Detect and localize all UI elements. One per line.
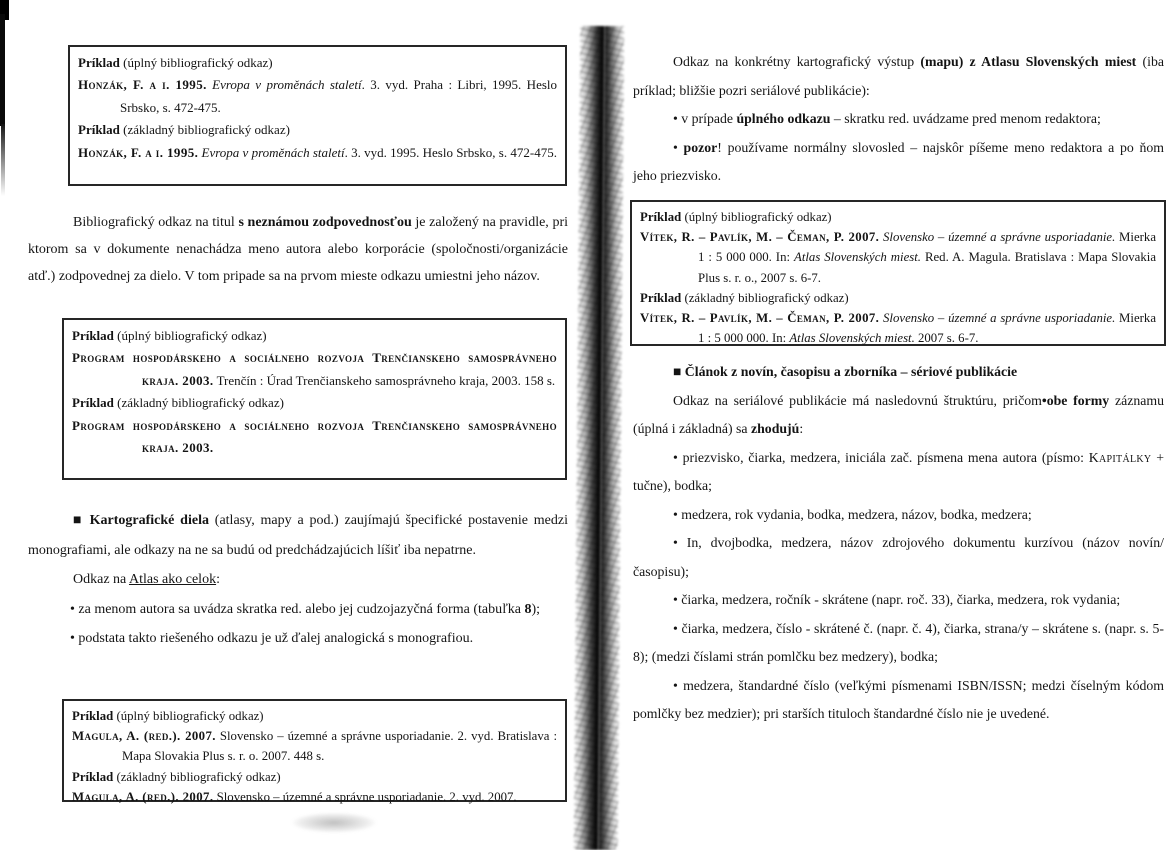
example-label: Príklad (základný bibliografický odkaz) — [72, 395, 284, 411]
book-spine-shadow — [574, 26, 624, 850]
bullet-item: • čiarka, medzera, číslo - skrátené č. (napr. č. 4), čiarka, strana/y – skrátene s. (napr. s. 5-8); (medzi číslami strán pomlčku bez medzery), bodka; — [633, 620, 1164, 664]
citation: Vítek, R. – Pavlík, M. – Čeman, P. 2007. Slovensko – územné a správne usporiadanie. Mierka 1 : 5 000 000. In: Atlas Slovenských miest. Red. A. Magula. Bratislava : Mapa Slovakia Plus s. r. o., 2007 s. 6-7. — [640, 230, 1157, 285]
bullet-item: • In, dvojbodka, medzera, názov zdrojového dokumentu kurzívou (názov novín/časopisu); — [633, 535, 1164, 579]
bullet-item: • v prípade úplného odkazu – skratku red. uvádzame pred menom redaktora; — [673, 111, 1101, 126]
bullet-item: • priezvisko, čiarka, medzera, iniciála zač. písmena mena autora (písmo: Kapitálky + tučne), bodka; — [633, 449, 1164, 493]
example-label: Príklad (úplný bibliografický odkaz) — [72, 709, 264, 723]
example-label: Príklad (základný bibliografický odkaz) — [78, 122, 290, 138]
bullet-item: • pozor! používame normálny slovosled – najskôr píšeme meno redaktora a po ňom jeho priezvisko. — [633, 139, 1164, 183]
atlas-whole-reference-line: Odkaz na Atlas ako celok: — [73, 572, 220, 587]
example-box-magula — [62, 699, 567, 802]
body-paragraph-serials-intro: Odkaz na seriálové publikácie má nasledovnú štruktúru, pričom•obe formy záznamu (úplná i základná) sa zhodujú: — [633, 392, 1164, 436]
body-paragraph-map-reference: Odkaz na konkrétny kartografický výstup (mapu) z Atlasu Slovenských miest (iba príklad; bližšie pozri seriálové publikácie): — [633, 54, 1165, 98]
bullet-item: • medzera, rok vydania, bodka, medzera, názov, bodka, medzera; — [673, 506, 1032, 522]
citation: Vítek, R. – Pavlík, M. – Čeman, P. 2007. Slovensko – územné a správne usporiadanie. Mierka 1 : 5 000 000. In: Atlas Slovenských miest. 2007 s. 6-7. — [640, 311, 1157, 346]
example-label: Príklad (základný bibliografický odkaz) — [72, 769, 281, 784]
bullet-item: • podstata takto riešeného odkazu je už ďalej analogická s monografiou. — [70, 631, 474, 646]
citation: Honzák, F. a i. 1995. Evropa v proměnách staletí. 3. vyd. 1995. Heslo Srbsko, s. 472-475. — [78, 144, 557, 160]
scan-edge-artifact-fade — [1, 124, 5, 196]
smudge-artifact — [280, 804, 400, 838]
citation: Program hospodárskeho a sociálneho rozvoja Trenčianskeho samosprávneho kraja. 2003. — [72, 417, 557, 456]
citation: Honzák, F. a i. 1995. Evropa v proměnách staletí. 3. vyd. Praha : Libri, 1995. Heslo Srbsko, s. 472-475. — [78, 77, 558, 115]
example-box-vitek — [630, 200, 1166, 346]
bullet-item: • za menom autora sa uvádza skratka red. alebo jej cudzojazyčná forma (tabuľka 8); — [70, 601, 541, 617]
example-label: Príklad (úplný bibliografický odkaz) — [72, 328, 267, 343]
example-label: Príklad (úplný bibliografický odkaz) — [640, 210, 832, 224]
citation: Magula, A. (red.). 2007. Slovensko – územné a správne usporiadanie. 2. vyd. Bratislava : Mapa Slovakia Plus s. r. o. 2007. 448 s. — [72, 729, 557, 764]
example-label: Príklad (základný bibliografický odkaz) — [640, 290, 849, 305]
citation: Magula, A. (red.). 2007. Slovensko – územné a správne usporiadanie. 2. vyd. 2007. — [72, 789, 517, 804]
bullet-item: • čiarka, medzera, ročník - skrátene (napr. roč. 33), čiarka, medzera, rok vydania; — [673, 592, 1121, 607]
bullet-item: • medzera, štandardné číslo (veľkými písmenami ISBN/ISSN; medzi číselným kódom pomlčky bez medzier); pri starších tituloch štandardné číslo nie je uvedené. — [633, 677, 1164, 721]
body-paragraph-unknown-responsibility: Bibliografický odkaz na titul s neznámou zodpovednosťou je založený na pravidle, pri ktorom sa v dokumente nenachádza meno autora alebo korporácie (spoločnosti/organizácie atď.) zodpovednej za dielo. V tom pripade sa na prvom mieste odkazu umiestni jeho názov. — [28, 215, 569, 284]
example-box-honzak — [68, 45, 567, 186]
section-heading-cartographic: ■ Kartografické diela (atlasy, mapy a pod.) zaujímajú špecifické postavenie medzi monografiami, ale odkazy na ne sa budú od predchádzajúcich líšiť iba nepatrne. — [28, 513, 568, 558]
example-box-program — [62, 318, 567, 480]
example-label: Príklad (úplný bibliografický odkaz) — [78, 55, 273, 70]
section-heading-serials: ■ Článok z novín, časopisu a zborníka – sériové publikácie — [673, 364, 1018, 379]
scan-edge-artifact-bar — [0, 14, 5, 126]
citation: Program hospodárskeho a sociálneho rozvoja Trenčianskeho samosprávneho kraja. 2003. Trenčín : Úrad Trenčianskeho samosprávneho kraja, 2003. 158 s. — [72, 350, 557, 388]
